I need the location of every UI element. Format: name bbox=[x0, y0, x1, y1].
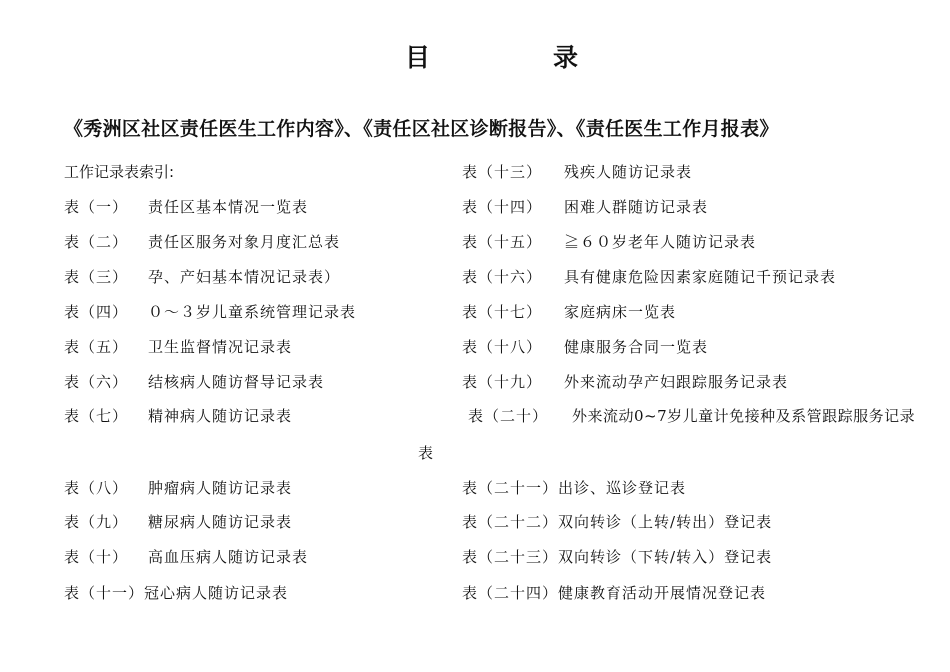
toc-name: 精神病人随访记录表 bbox=[148, 407, 293, 425]
toc-item-right-14 bbox=[462, 197, 708, 217]
toc-item-right-22 bbox=[462, 512, 772, 532]
toc-name: 健康教育活动开展情况登记表 bbox=[558, 584, 767, 602]
toc-code: 表（二十三） bbox=[462, 548, 559, 566]
toc-item-right-18 bbox=[462, 337, 708, 357]
toc-code: 表（十三） bbox=[462, 163, 543, 181]
toc-code: 表（十七） bbox=[462, 303, 543, 321]
index-label: 工作记录表索引: bbox=[64, 163, 175, 181]
toc-name: 残疾人随访记录表 bbox=[564, 163, 693, 181]
toc-name: ０～３岁儿童系统管理记录表 bbox=[148, 303, 357, 321]
toc-item-right-16 bbox=[462, 267, 836, 287]
toc-code: 表（十八） bbox=[462, 338, 543, 356]
toc-name: 孕、产妇基本情况记录表） bbox=[148, 268, 341, 286]
toc-name: 外来流动0~7岁儿童计免接种及系管跟踪服务记录 bbox=[572, 407, 916, 425]
toc-name: 双向转诊（上转/转出）登记表 bbox=[558, 513, 773, 531]
toc-code: 表（十四） bbox=[462, 198, 543, 216]
toc-code: 表（十五） bbox=[462, 233, 543, 251]
toc-name: 卫生监督情况记录表 bbox=[148, 338, 293, 356]
toc-name: 困难人群随访记录表 bbox=[564, 198, 709, 216]
document-subtitle: 《秀洲区社区责任医生工作内容》、《责任区社区诊断报告》、《责任医生工作月报表》 bbox=[64, 118, 779, 140]
toc-item-left-4 bbox=[64, 302, 356, 322]
toc-name: 糖尿病人随访记录表 bbox=[148, 513, 293, 531]
toc-item-left-11 bbox=[64, 583, 288, 603]
toc-code: 表（十） bbox=[64, 548, 129, 566]
toc-name: 肿瘤病人随访记录表 bbox=[148, 479, 293, 497]
toc-name: 外来流动孕产妇跟踪服务记录表 bbox=[564, 373, 789, 391]
toc-code: 表（二十一） bbox=[462, 479, 559, 497]
toc-code: 表（十六） bbox=[462, 268, 543, 286]
toc-name: 双向转诊（下转/转入）登记表 bbox=[558, 548, 773, 566]
toc-item-right-24 bbox=[462, 583, 766, 603]
toc-code: 表（三） bbox=[64, 268, 129, 286]
toc-code: 表（七） bbox=[64, 407, 129, 425]
toc-name: 责任区服务对象月度汇总表 bbox=[148, 233, 341, 251]
toc-code: 表（二） bbox=[64, 233, 129, 251]
toc-name: 具有健康危险因素家庭随记千预记录表 bbox=[564, 268, 837, 286]
toc-item-right-15 bbox=[462, 232, 756, 252]
title-char-1: 目 bbox=[405, 43, 431, 72]
toc-item-left-2 bbox=[64, 232, 340, 252]
toc-name: 责任区基本情况一览表 bbox=[148, 198, 309, 216]
toc-code: 表（五） bbox=[64, 338, 129, 356]
toc-item-right-13 bbox=[462, 162, 692, 182]
toc-name: 家庭病床一览表 bbox=[564, 303, 677, 321]
title-char-2: 录 bbox=[553, 43, 579, 72]
toc-code: 表（十九） bbox=[462, 373, 543, 391]
toc-code: 表（二十二） bbox=[462, 513, 559, 531]
toc-code: 表（十一） bbox=[64, 584, 145, 602]
toc-name: ≧６０岁老年人随访记录表 bbox=[564, 233, 757, 251]
toc-item-right-21 bbox=[462, 478, 686, 498]
toc-item-left-9 bbox=[64, 512, 292, 532]
toc-item-left-7 bbox=[64, 406, 292, 426]
toc-name: 冠心病人随访记录表 bbox=[144, 584, 289, 602]
toc-code: 表（四） bbox=[64, 303, 129, 321]
toc-item-right-23 bbox=[462, 547, 772, 567]
toc-name: 健康服务合同一览表 bbox=[564, 338, 709, 356]
toc-item-left-6 bbox=[64, 372, 324, 392]
toc-item-right-19 bbox=[462, 372, 788, 392]
toc-item-left-3 bbox=[64, 267, 340, 287]
toc-item-left-5 bbox=[64, 337, 292, 357]
toc-name: 结核病人随访督导记录表 bbox=[148, 373, 325, 391]
toc-code: 表（二十） bbox=[468, 407, 549, 425]
toc-item-right-20 bbox=[468, 406, 915, 426]
toc-code: 表（九） bbox=[64, 513, 129, 531]
toc-code: 表（六） bbox=[64, 373, 129, 391]
toc-item-left-1 bbox=[64, 197, 308, 217]
toc-item-right-17 bbox=[462, 302, 676, 322]
toc-name: 出诊、巡诊登记表 bbox=[558, 479, 687, 497]
wrapped-line-tail: 表 bbox=[418, 444, 434, 462]
toc-item-left-10 bbox=[64, 547, 308, 567]
toc-code: 表（一） bbox=[64, 198, 129, 216]
toc-code: 表（八） bbox=[64, 479, 129, 497]
toc-name: 高血压病人随访记录表 bbox=[148, 548, 309, 566]
toc-code: 表（二十四） bbox=[462, 584, 559, 602]
toc-item-left-8 bbox=[64, 478, 292, 498]
